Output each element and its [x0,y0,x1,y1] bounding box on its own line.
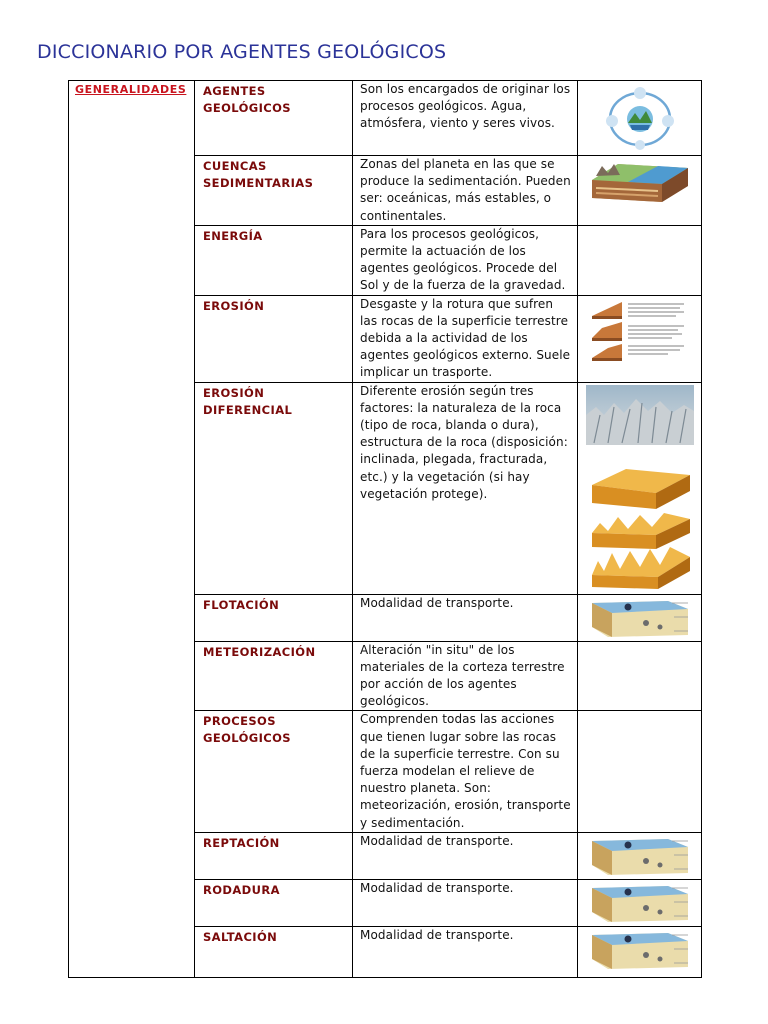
differential-erosion-images [586,385,694,591]
image-cell [578,156,702,226]
image-cell [578,879,702,926]
image-cell-empty [578,225,702,295]
image-cell-empty [578,711,702,832]
image-cell [578,594,702,641]
term: REPTACIÓN [203,835,280,850]
definition: Modalidad de transporte. [360,595,514,610]
river-transport-diagram [588,835,692,877]
definition: Modalidad de transporte. [360,880,514,895]
river-transport-diagram [588,929,692,971]
term: CUENCAS SEDIMENTARIAS [203,159,314,190]
definition: Alteración "in situ" de los materiales de la corteza terrestre por acción de los agentes geológicos. [360,642,565,709]
river-transport-diagram [588,597,692,639]
term: ENERGÍA [203,228,263,243]
definition: Comprenden todas las acciones que tienen lugar sobre las rocas de la superficie terrestre. Con su fuerza modelan el relieve de nuestro planeta. Son: meteorización, erosión, transporte y sedimentación. [360,712,571,830]
term: PROCESOS GEOLÓGICOS [203,714,291,746]
image-cell [578,295,702,382]
page-title: DICCIONARIO POR AGENTES GEOLÓGICOS [37,41,447,63]
image-cell [578,382,702,594]
definition: Zonas del planeta en las que se produce la sedimentación. Pueden ser: oceánicas, más estables, o continentales. [360,157,571,223]
image-cell [578,832,702,879]
term: EROSIÓN [203,298,265,313]
definition: Modalidad de transporte. [360,833,514,848]
term: EROSIÓN DIFERENCIAL [203,385,293,417]
category-label: GENERALIDADES [75,83,187,96]
definition: Diferente erosión según tres factores: la naturaleza de la roca (tipo de roca, blanda o dura), estructura de la roca (disposición: inclinada, plegada, fracturada, etc.) y la vegetación (si hay vegetación protege). [360,383,568,501]
table-row [69,81,702,156]
image-cell-empty [578,641,702,711]
river-transport-diagram [588,882,692,924]
term: SALTACIÓN [203,929,278,944]
definition: Desgaste y la rotura que sufren las rocas de la superficie terrestre debida a la actividad de los agentes geológicos externo. Suele implicar un trasporte. [360,296,571,380]
erosion-slopes-diagram [588,298,692,362]
water-cycle-diagram [590,83,690,153]
category-cell [69,81,195,978]
term: METEORIZACIÓN [203,644,316,659]
term: FLOTACIÓN [203,597,280,612]
definition: Modalidad de transporte. [360,927,514,942]
definition: Son los encargados de originar los procesos geológicos. Agua, atmósfera, viento y seres vivos. [360,82,571,131]
image-cell [578,926,702,977]
dictionary-table [68,80,702,978]
term: AGENTES GEOLÓGICOS [203,84,291,115]
image-cell [578,81,702,156]
term: RODADURA [203,882,280,897]
sedimentary-basin-block [588,158,692,204]
definition: Para los procesos geológicos, permite la actuación de los agentes geológicos. Procede del Sol y de la fuerza de la gravedad. [360,226,566,293]
